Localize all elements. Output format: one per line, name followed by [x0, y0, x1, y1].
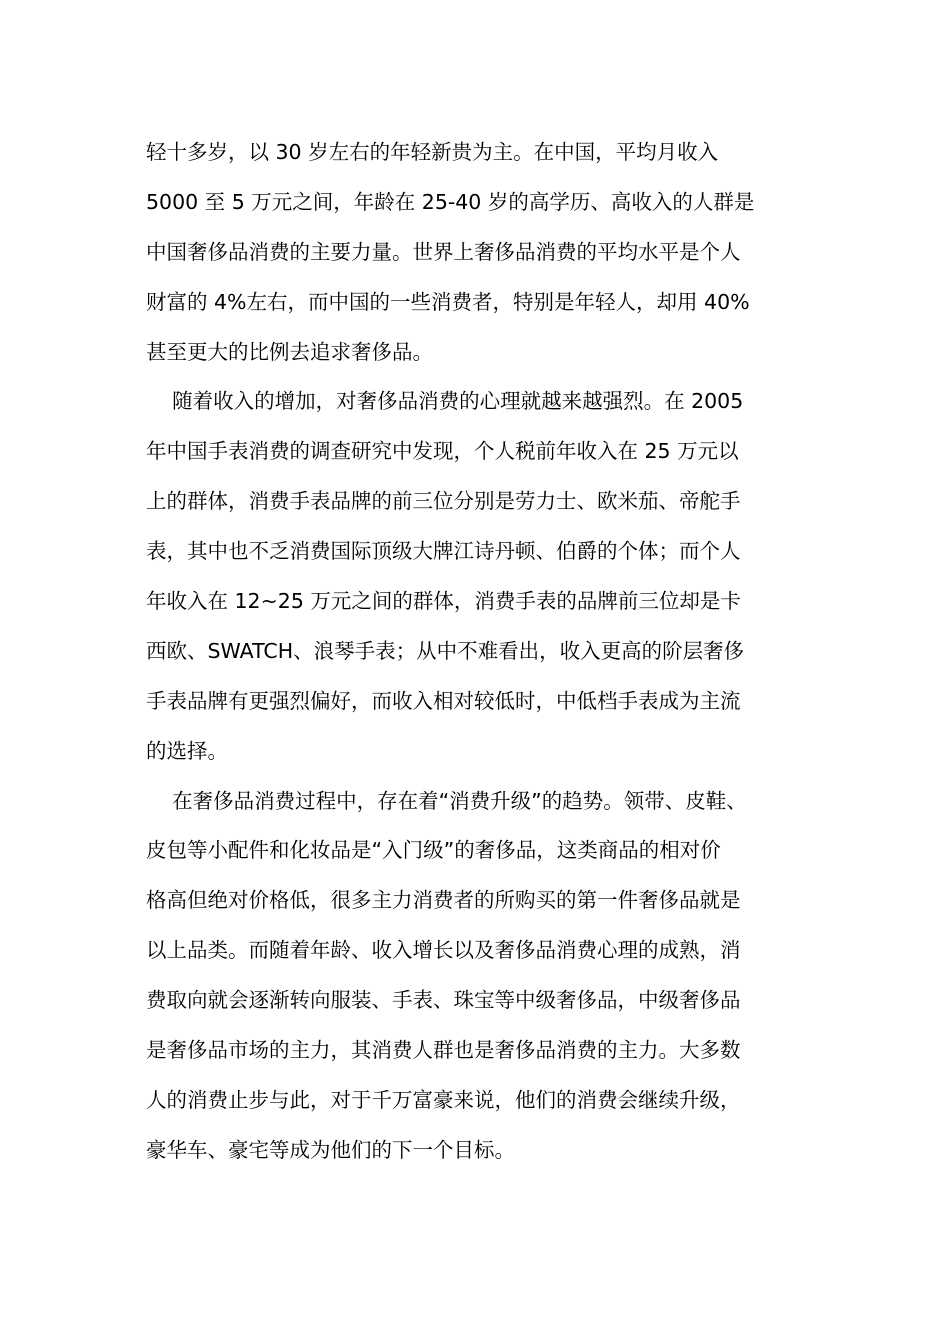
text-line: 年中国手表消费的调查研究中发现，个人税前年收入在 25 万元以	[146, 439, 739, 464]
text-line: 费取向就会逐渐转向服装、手表、珠宝等中级奢侈品，中级奢侈品	[146, 988, 741, 1013]
text-line: 随着收入的增加，对奢侈品消费的心理就越来越强烈。在 2005	[146, 389, 744, 414]
text-line: 西欧、SWATCH、浪琴手表；从中不难看出，收入更高的阶层奢侈	[146, 638, 745, 663]
text-line: 皮包等小配件和化妆品是“入门级”的奢侈品，这类商品的相对价	[146, 838, 721, 863]
text-line: 以上品类。而随着年龄、收入增长以及奢侈品消费心理的成熟，消	[146, 938, 741, 963]
text-line: 豪华车、豪宅等成为他们的下一个目标。	[146, 1137, 515, 1162]
text-line: 手表品牌有更强烈偏好，而收入相对较低时，中低档手表成为主流	[146, 688, 741, 713]
text-line: 5000 至 5 万元之间，年龄在 25-40 岁的高学历、高收入的人群是	[146, 189, 755, 214]
body-text	[146, 128, 846, 1176]
text-line: 年收入在 12~25 万元之间的群体，消费手表的品牌前三位却是卡	[146, 589, 741, 614]
text-line: 中国奢侈品消费的主要力量。世界上奢侈品消费的平均水平是个人	[146, 239, 741, 264]
text-line: 财富的 4%左右，而中国的一些消费者，特别是年轻人，却用 40%	[146, 289, 750, 314]
text-line: 的选择。	[146, 738, 228, 763]
text-line: 轻十多岁，以 30 岁左右的年轻新贵为主。在中国，平均月收入	[146, 140, 719, 164]
text-line: 在奢侈品消费过程中，存在着“消费升级”的趋势。领带、皮鞋、	[146, 788, 747, 813]
text-line: 格高但绝对价格低，很多主力消费者的所购买的第一件奢侈品就是	[146, 888, 741, 913]
text-line: 人的消费止步与此，对于千万富豪来说，他们的消费会继续升级，	[146, 1087, 741, 1112]
text-line: 是奢侈品市场的主力，其消费人群也是奢侈品消费的主力。大多数	[146, 1038, 741, 1063]
text-line: 甚至更大的比例去追求奢侈品。	[146, 339, 433, 364]
text-line: 上的群体，消费手表品牌的前三位分别是劳力士、欧米茄、帝舵手	[146, 489, 741, 514]
text-line: 表，其中也不乏消费国际顶级大牌江诗丹顿、伯爵的个体；而个人	[146, 539, 741, 564]
